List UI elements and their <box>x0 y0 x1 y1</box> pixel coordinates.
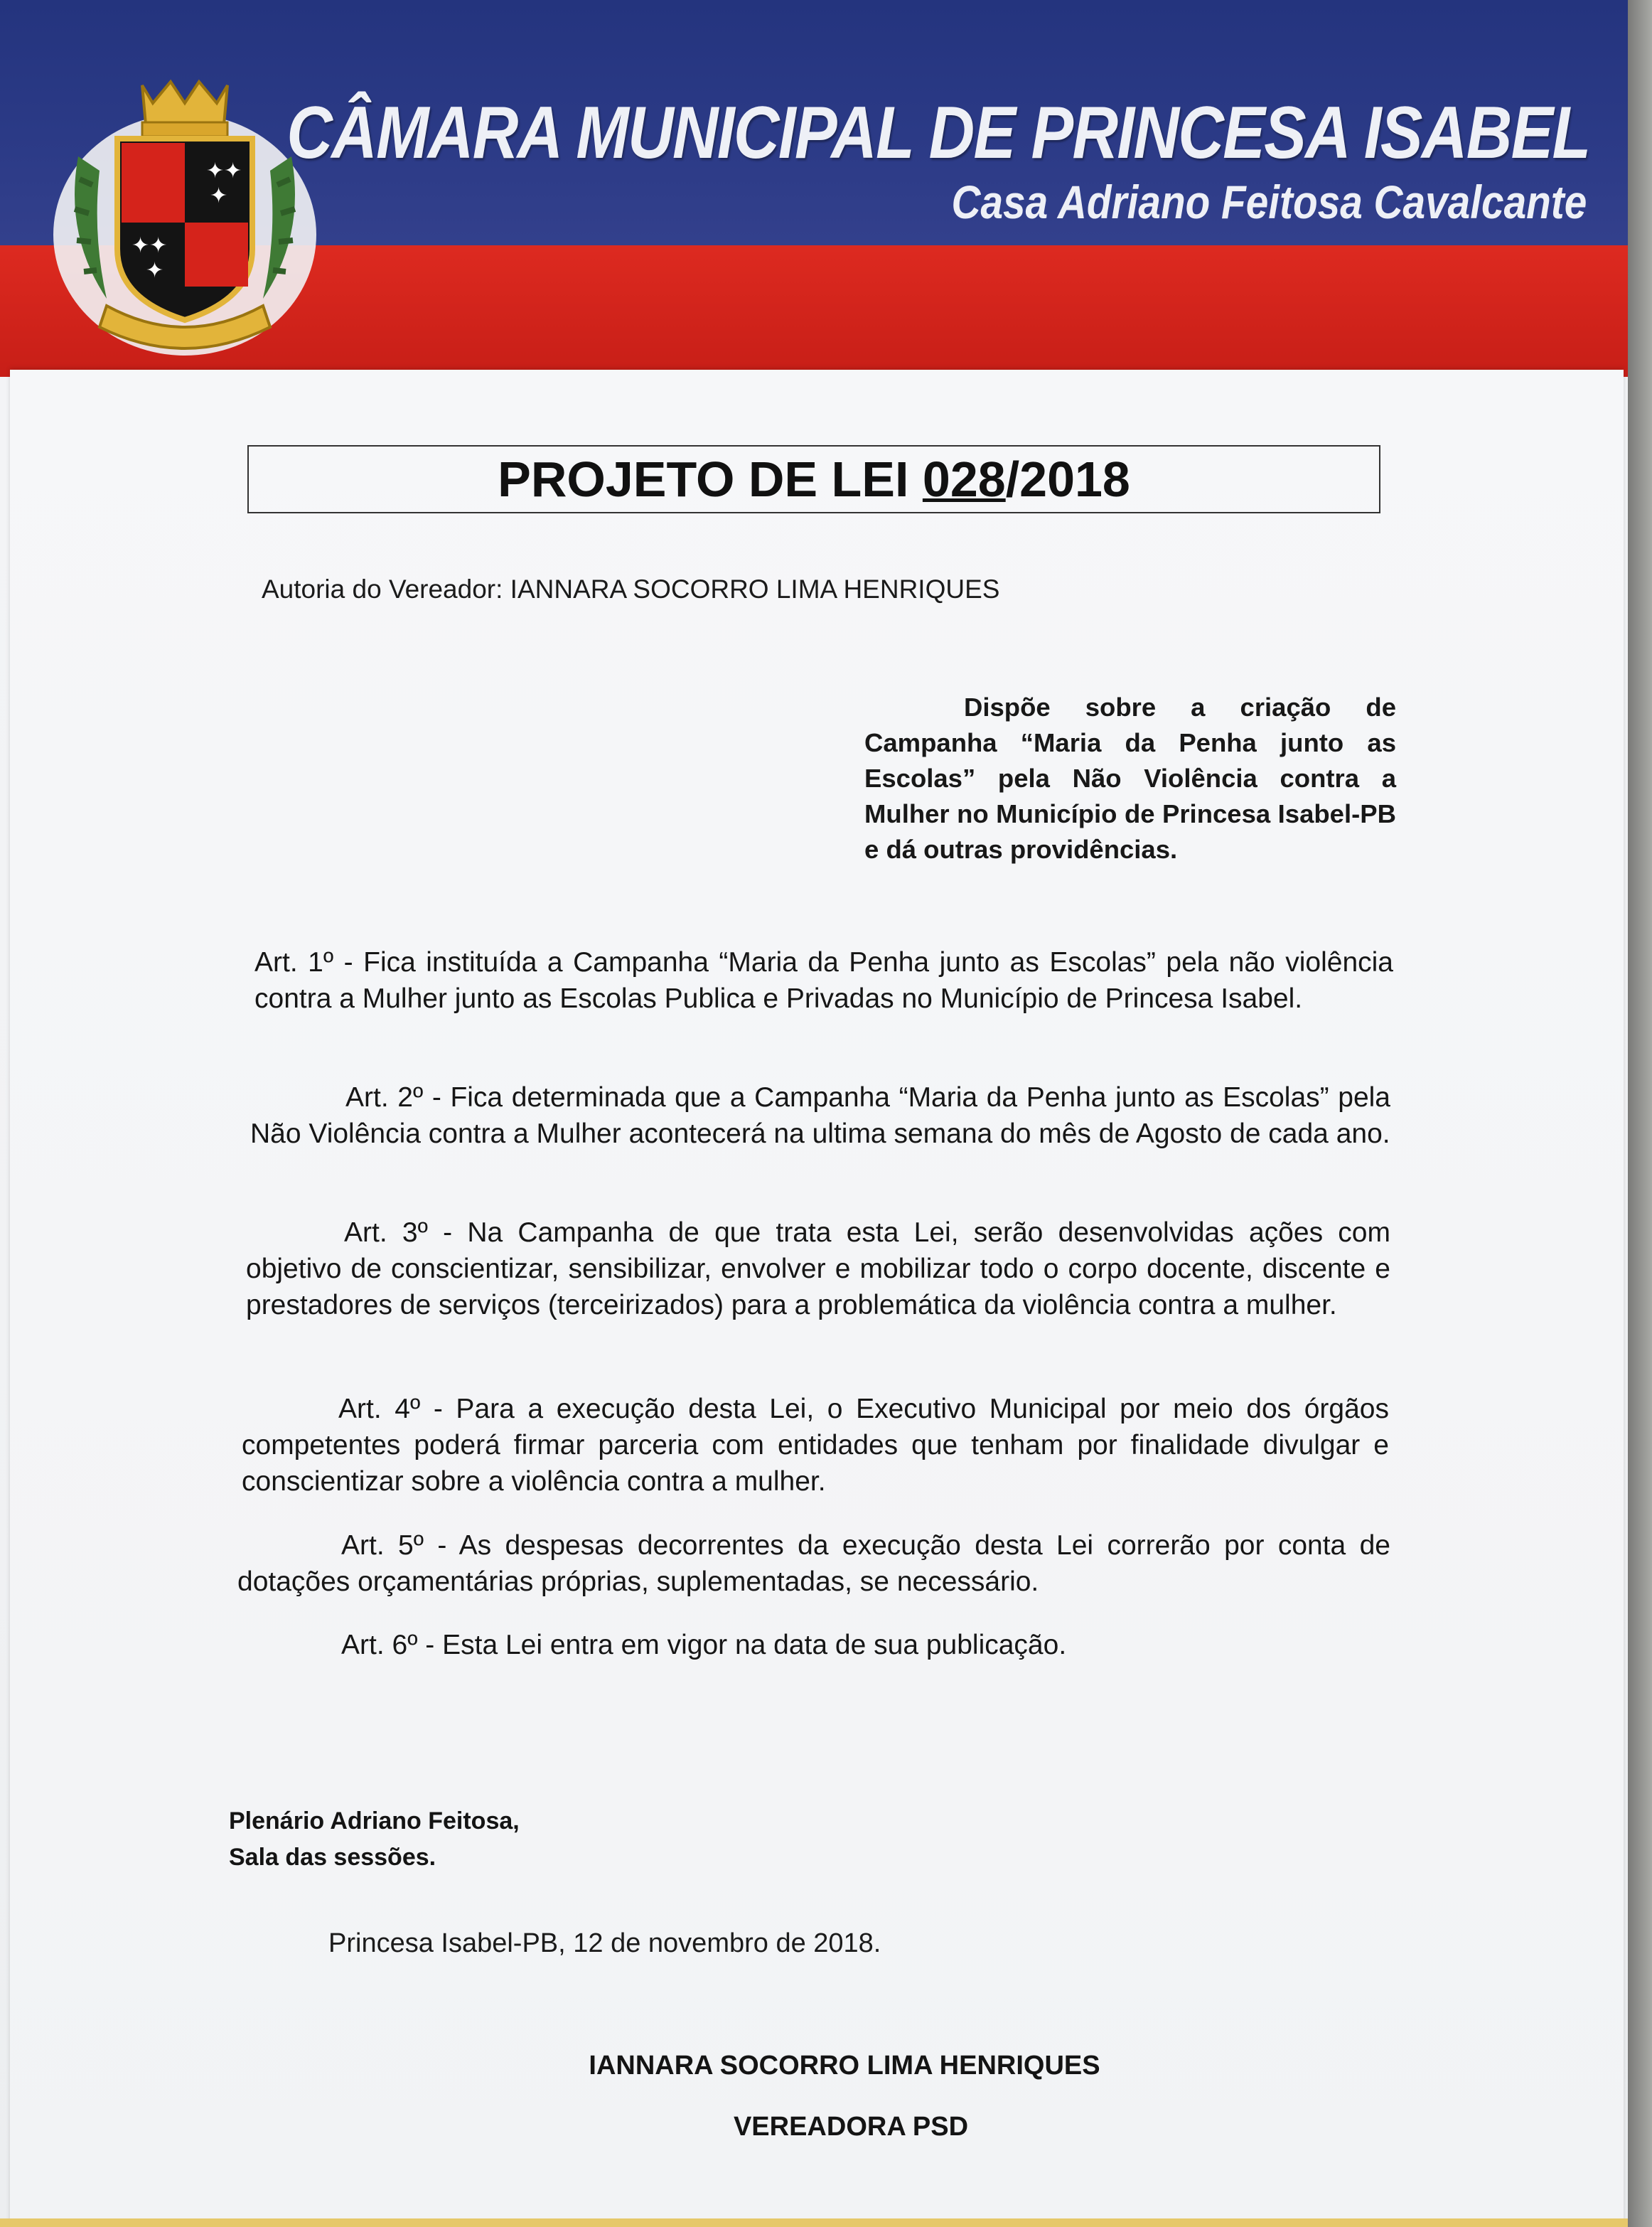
bill-number: 028 <box>922 452 1006 507</box>
article-3: Art. 3º - Na Campanha de que trata esta Lei, serão desenvolvidas ações com objetivo de conscientizar, sensibilizar, envolver e mobilizar todo o corpo docente, discente e prestadores de serviços (terceirizados) para a problemática da violência contra a mulher. <box>246 1217 1390 1320</box>
bill-title-prefix: PROJETO DE LEI <box>498 452 909 507</box>
paper-edge-shadow <box>1628 0 1652 2227</box>
bill-summary: Dispõe sobre a criação de Campanha “Maria da Penha junto as Escolas” pela Não Violência contra a Mulher no Município de Princesa Isabel-PB e dá outras providências. <box>864 693 1396 864</box>
closing-line-2: Sala das sessões. <box>229 1844 436 1871</box>
bill-title-box <box>247 445 1380 513</box>
article-4: Art. 4º - Para a execução desta Lei, o Executivo Municipal por meio dos órgãos competentes poderá firmar parceria com entidades que tenham por finalidade divulgar e conscientizar sobre a violência contra a mulher. <box>242 1394 1389 1497</box>
bill-year: /2018 <box>1005 452 1130 507</box>
signer-role: VEREADORA PSD <box>733 2112 969 2142</box>
svg-text:✦: ✦ <box>146 258 164 283</box>
closing-line-1: Plenário Adriano Feitosa, <box>229 1807 520 1835</box>
article-5: Art. 5º - As despesas decorrentes da execução desta Lei correrão por conta de dotações orçamentárias próprias, suplementadas, se necessário. <box>237 1530 1390 1597</box>
document-date: Princesa Isabel-PB, 12 de novembro de 2018. <box>328 1928 881 1958</box>
article-2: Art. 2º - Fica determinada que a Campanha “Maria da Penha junto as Escolas” pela Não Violência contra a Mulher acontecerá na ultima semana do mês de Agosto de cada ano. <box>250 1082 1390 1149</box>
signer-name: IANNARA SOCORRO LIMA HENRIQUES <box>589 2051 1100 2081</box>
bottom-edge-strip <box>0 2218 1652 2227</box>
article-6: Art. 6º - Esta Lei entra em vigor na data de sua publicação. <box>341 1630 1067 1660</box>
bill-title <box>498 451 1130 508</box>
institution-subtitle: Casa Adriano Feitosa Cavalcante <box>951 176 1587 228</box>
coat-of-arms-icon <box>50 71 320 356</box>
svg-text:✦✦: ✦✦ <box>206 159 242 183</box>
svg-text:✦✦: ✦✦ <box>132 233 168 258</box>
article-1: Art. 1º - Fica instituída a Campanha “Maria da Penha junto as Escolas” pela não violência contra a Mulher junto as Escolas Publica e Privadas no Município de Princesa Isabel. <box>254 947 1393 1014</box>
institution-title: CÂMARA MUNICIPAL DE PRINCESA ISABEL <box>286 92 1589 174</box>
svg-text:✦: ✦ <box>210 183 228 208</box>
closing-block <box>229 1803 520 1876</box>
bill-author: Autoria do Vereador: IANNARA SOCORRO LIMA HENRIQUES <box>262 575 1000 604</box>
